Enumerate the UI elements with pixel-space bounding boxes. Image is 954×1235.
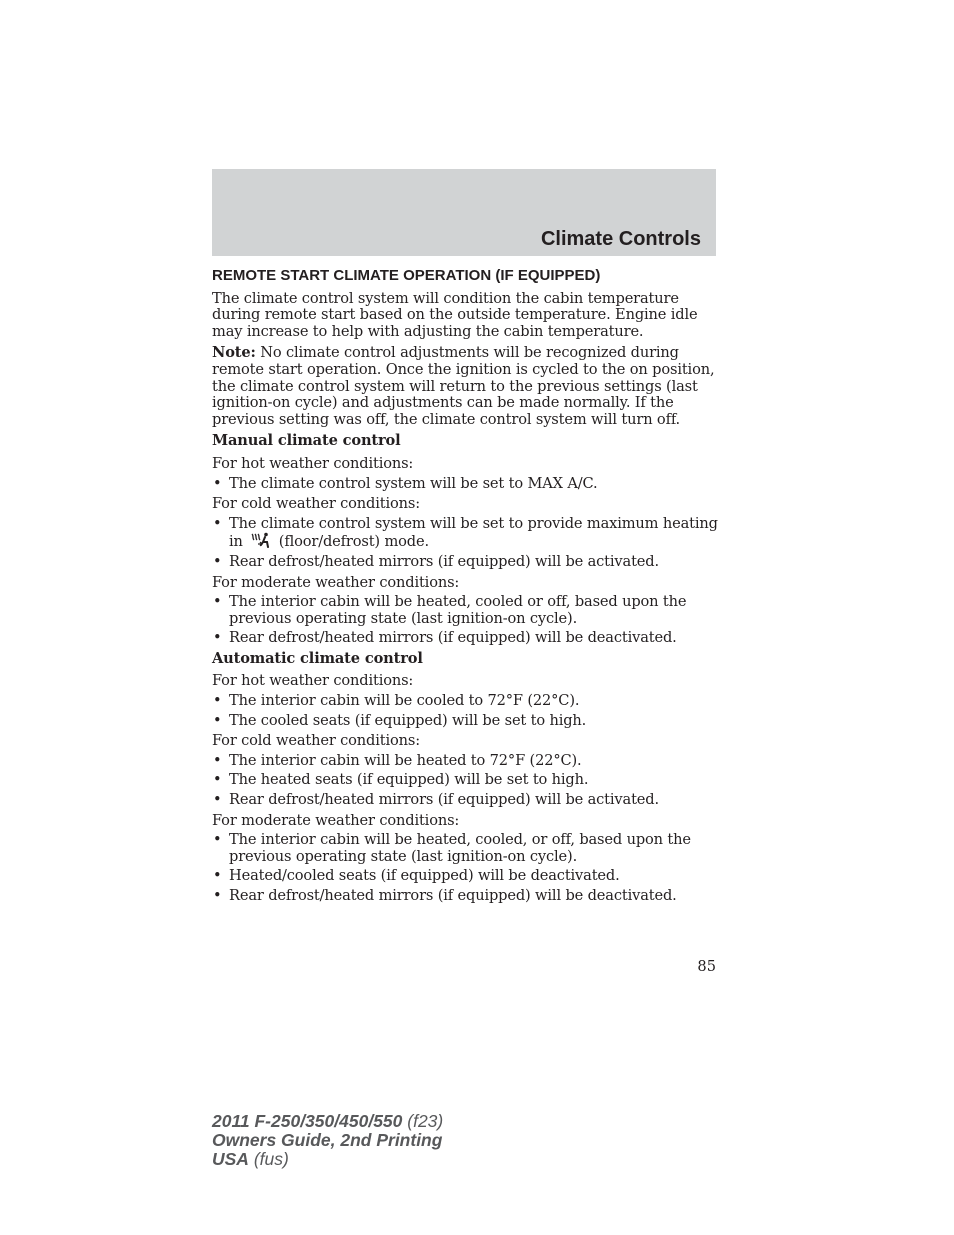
- chapter-header-band: [212, 169, 716, 256]
- manual-moderate-label: For moderate weather conditions:: [212, 573, 460, 591]
- manual-cold-label: For cold weather conditions:: [212, 495, 420, 513]
- floor-defrost-icon: [249, 532, 273, 548]
- manual-climate-heading: Manual climate control: [212, 432, 401, 450]
- section-heading: REMOTE START CLIMATE OPERATION (IF EQUIPPED): [212, 267, 601, 284]
- list-item: • The cooled seats (if equipped) will be set to high.: [212, 713, 718, 730]
- document-footer: [212, 1112, 443, 1169]
- manual-moderate-list: [212, 594, 718, 647]
- list-item: • The interior cabin will be heated, cooled, or off, based upon the previous operating state (last ignition-on cycle).: [212, 832, 718, 865]
- auto-hot-label: For hot weather conditions:: [212, 672, 414, 690]
- chapter-title: Climate Controls: [540, 228, 701, 250]
- note-paragraph: [212, 345, 718, 428]
- auto-moderate-label: For moderate weather conditions:: [212, 811, 460, 829]
- manual-cold-list: [212, 516, 718, 571]
- list-item: • The heated seats (if equipped) will be set to high.: [212, 772, 718, 789]
- auto-cold-label: For cold weather conditions:: [212, 732, 420, 750]
- auto-hot-list: [212, 693, 718, 729]
- cold-item-text-pre: The climate control system will be set to provide maximum heating in: [229, 514, 718, 551]
- list-item: • The interior cabin will be heated, cooled or off, based upon the previous operating state (last ignition-on cycle).: [212, 594, 718, 627]
- footer-line-1: 2011 F-250/350/450/550 (f23): [212, 1111, 444, 1131]
- list-item: [212, 516, 718, 551]
- auto-moderate-list: [212, 832, 718, 904]
- list-item: • Rear defrost/heated mirrors (if equipped) will be deactivated.: [212, 888, 718, 905]
- note-label: Note:: [212, 344, 256, 362]
- list-item: • Heated/cooled seats (if equipped) will be deactivated.: [212, 868, 718, 885]
- note-text: No climate control adjustments will be recognized during remote start operation. Once the ignition is cycled to the on position, the climate control system will return to the previous settings (last ignition-on cycle) and adjustments can be made normally. If the previous setting was off, the climate control system will turn off.: [212, 344, 715, 428]
- list-item: • Rear defrost/heated mirrors (if equipped) will be activated.: [212, 554, 718, 571]
- automatic-climate-heading: Automatic climate control: [212, 649, 423, 667]
- intro-paragraph: The climate control system will condition the cabin temperature during remote start based on the outside temperature. Engine idle may increase to help with adjusting the cabin temperature.: [212, 289, 698, 340]
- footer-line-2: Owners Guide, 2nd Printing: [212, 1130, 443, 1150]
- page-content: [212, 266, 718, 909]
- manual-hot-list: [212, 476, 718, 493]
- list-item: • Rear defrost/heated mirrors (if equipped) will be activated.: [212, 792, 718, 809]
- page-number: 85: [697, 958, 716, 975]
- auto-cold-list: [212, 753, 718, 809]
- list-item: • Rear defrost/heated mirrors (if equipped) will be deactivated.: [212, 630, 718, 647]
- list-item: • The interior cabin will be cooled to 72°F (22°C).: [212, 693, 718, 710]
- list-item: • The climate control system will be set to MAX A/C.: [212, 476, 718, 493]
- list-item: • The interior cabin will be heated to 72°F (22°C).: [212, 753, 718, 770]
- manual-hot-label: For hot weather conditions:: [212, 454, 414, 472]
- footer-line-3: USA (fus): [212, 1149, 289, 1169]
- cold-item-text-post: (floor/defrost) mode.: [278, 533, 429, 551]
